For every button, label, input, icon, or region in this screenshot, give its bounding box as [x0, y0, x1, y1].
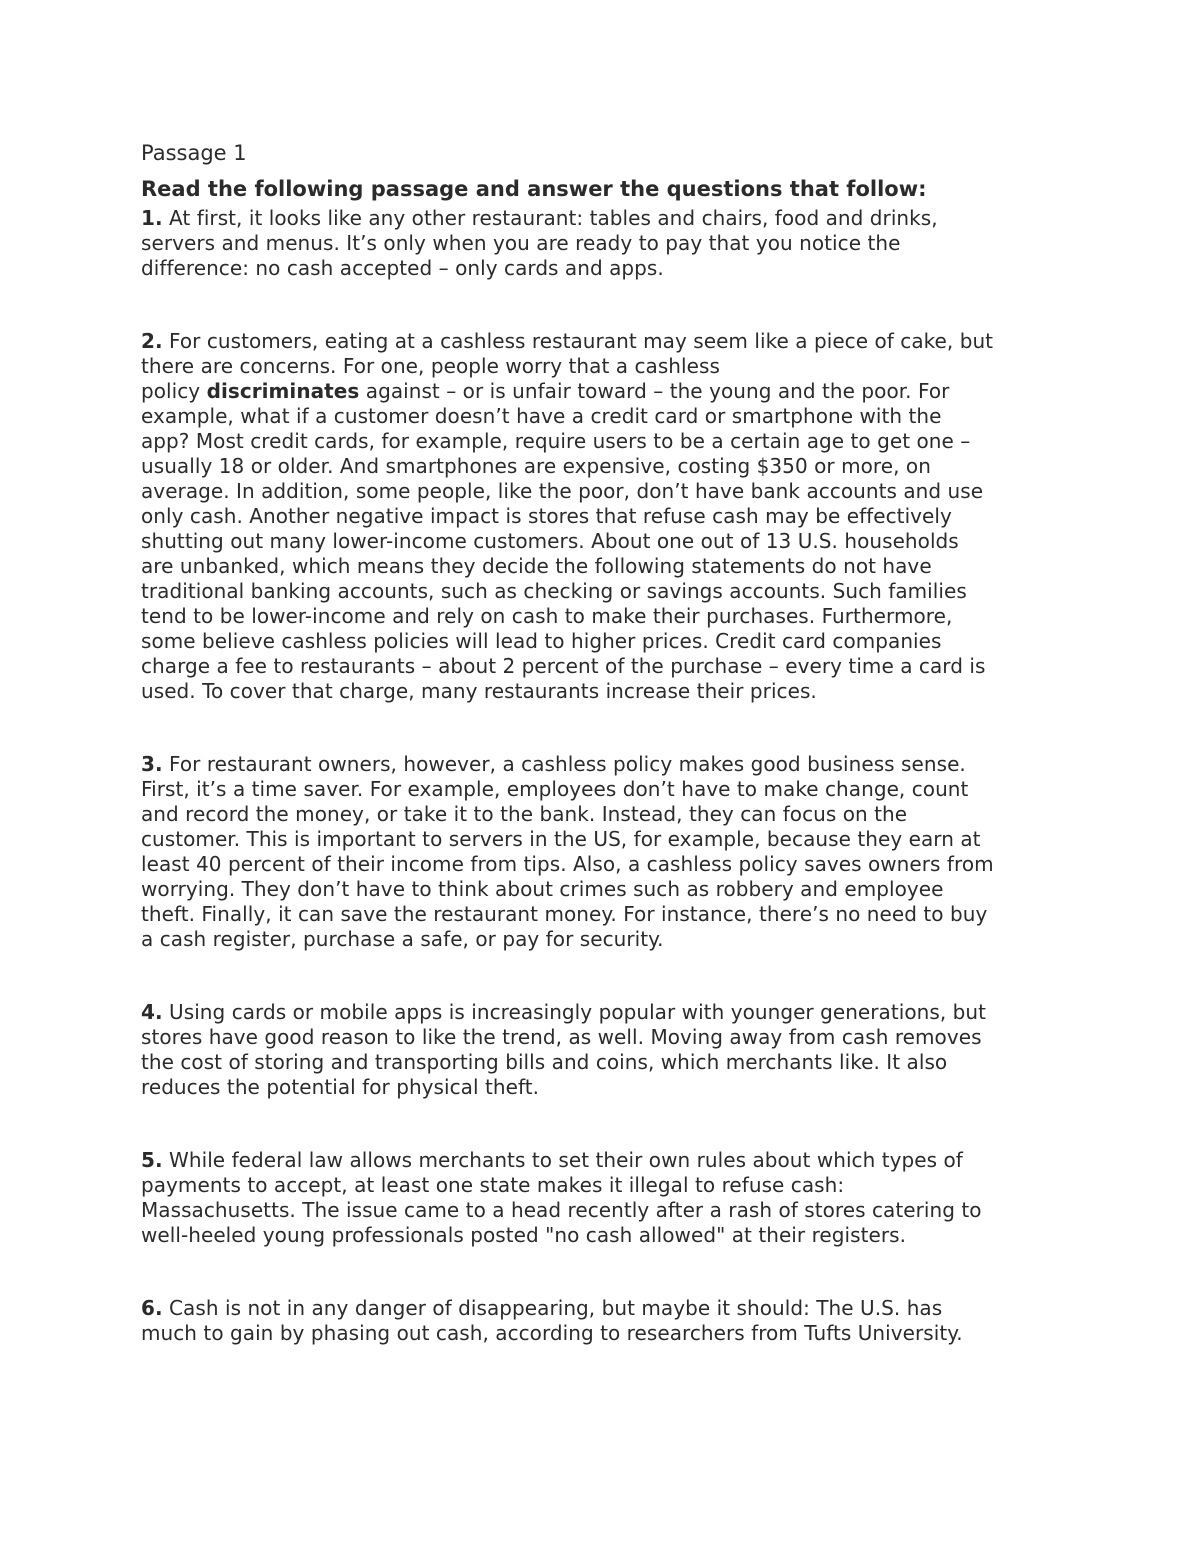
paragraph-1 [141, 206, 1061, 281]
passage-instruction: Read the following passage and answer the questions that follow: [141, 177, 927, 201]
paragraph-line: much to gain by phasing out cash, according to researchers from Tufts University. [141, 1321, 963, 1345]
paragraph-line: well-heeled young professionals posted "no cash allowed" at their registers. [141, 1223, 906, 1247]
paragraph-line: some believe cashless policies will lead to higher prices. Credit card companies [141, 629, 942, 653]
paragraph-line: tend to be lower-income and rely on cash to make their purchases. Furthermore, [141, 604, 953, 628]
paragraph-line: stores have good reason to like the trend, as well. Moving away from cash removes [141, 1025, 982, 1049]
paragraph-line: Massachusetts. The issue came to a head recently after a rash of stores catering to [141, 1198, 982, 1222]
paragraph-number: 3. [141, 752, 163, 776]
paragraph-line: only cash. Another negative impact is stores that refuse cash may be effectively [141, 504, 952, 528]
paragraph-number: 4. [141, 1000, 163, 1024]
paragraph-line: While federal law allows merchants to set their own rules about which types of [169, 1148, 963, 1172]
paragraph-number: 6. [141, 1296, 163, 1320]
paragraph-line: difference: no cash accepted – only cards and apps. [141, 256, 664, 280]
paragraph-line: At first, it looks like any other restaurant: tables and chairs, food and drinks, [169, 206, 938, 230]
paragraph-number: 1. [141, 206, 163, 230]
paragraph-line: a cash register, purchase a safe, or pay for security. [141, 927, 664, 951]
paragraph-line: least 40 percent of their income from tips. Also, a cashless policy saves owners from [141, 852, 994, 876]
paragraph-5 [141, 1148, 1061, 1248]
paragraph-line: average. In addition, some people, like the poor, don’t have bank accounts and use [141, 479, 984, 503]
paragraph-line: payments to accept, at least one state makes it illegal to refuse cash: [141, 1173, 845, 1197]
paragraph-line: there are concerns. For one, people worry that a cashless [141, 354, 720, 378]
paragraph-number: 2. [141, 329, 163, 353]
paragraph-line: reduces the potential for physical theft. [141, 1075, 540, 1099]
paragraph-line: customer. This is important to servers in the US, for example, because they earn at [141, 827, 981, 851]
paragraph-line: and record the money, or take it to the bank. Instead, they can focus on the [141, 802, 908, 826]
passage-title: Passage 1 [141, 141, 247, 165]
paragraph-4 [141, 1000, 1061, 1100]
paragraph-line: charge a fee to restaurants – about 2 percent of the purchase – every time a card is [141, 654, 986, 678]
paragraph-line: are unbanked, which means they decide the following statements do not have [141, 554, 932, 578]
paragraph-line: servers and menus. It’s only when you are ready to pay that you notice the [141, 231, 901, 255]
document-body [141, 138, 1061, 1346]
paragraph-line: For customers, eating at a cashless restaurant may seem like a piece of cake, but [169, 329, 994, 353]
paragraph-line: traditional banking accounts, such as checking or savings accounts. Such families [141, 579, 967, 603]
paragraph-3 [141, 752, 1061, 952]
paragraph-2 [141, 329, 1061, 704]
paragraph-line: Using cards or mobile apps is increasingly popular with younger generations, but [169, 1000, 987, 1024]
paragraph-line-segment: against – or is unfair toward – the young and the poor. For [359, 379, 950, 403]
paragraph-line: the cost of storing and transporting bills and coins, which merchants like. It also [141, 1050, 948, 1074]
paragraph-line: used. To cover that charge, many restaurants increase their prices. [141, 679, 817, 703]
paragraph-6 [141, 1296, 1061, 1346]
paragraph-line: app? Most credit cards, for example, require users to be a certain age to get one – [141, 429, 971, 453]
paragraph-line: Cash is not in any danger of disappearing, but maybe it should: The U.S. has [169, 1296, 943, 1320]
paragraph-line: example, what if a customer doesn’t have a credit card or smartphone with the [141, 404, 942, 428]
paragraph-line-segment: policy [141, 379, 207, 403]
keyword-discriminates: discriminates [206, 379, 360, 403]
paragraph-line: usually 18 or older. And smartphones are expensive, costing $350 or more, on [141, 454, 931, 478]
paragraph-line: For restaurant owners, however, a cashless policy makes good business sense. [169, 752, 966, 776]
paragraph-line: shutting out many lower-income customers. About one out of 13 U.S. households [141, 529, 959, 553]
paragraph-line: theft. Finally, it can save the restaurant money. For instance, there’s no need to buy [141, 902, 988, 926]
paragraph-line: worrying. They don’t have to think about crimes such as robbery and employee [141, 877, 944, 901]
paragraph-number: 5. [141, 1148, 163, 1172]
paragraph-line: First, it’s a time saver. For example, employees don’t have to make change, count [141, 777, 969, 801]
